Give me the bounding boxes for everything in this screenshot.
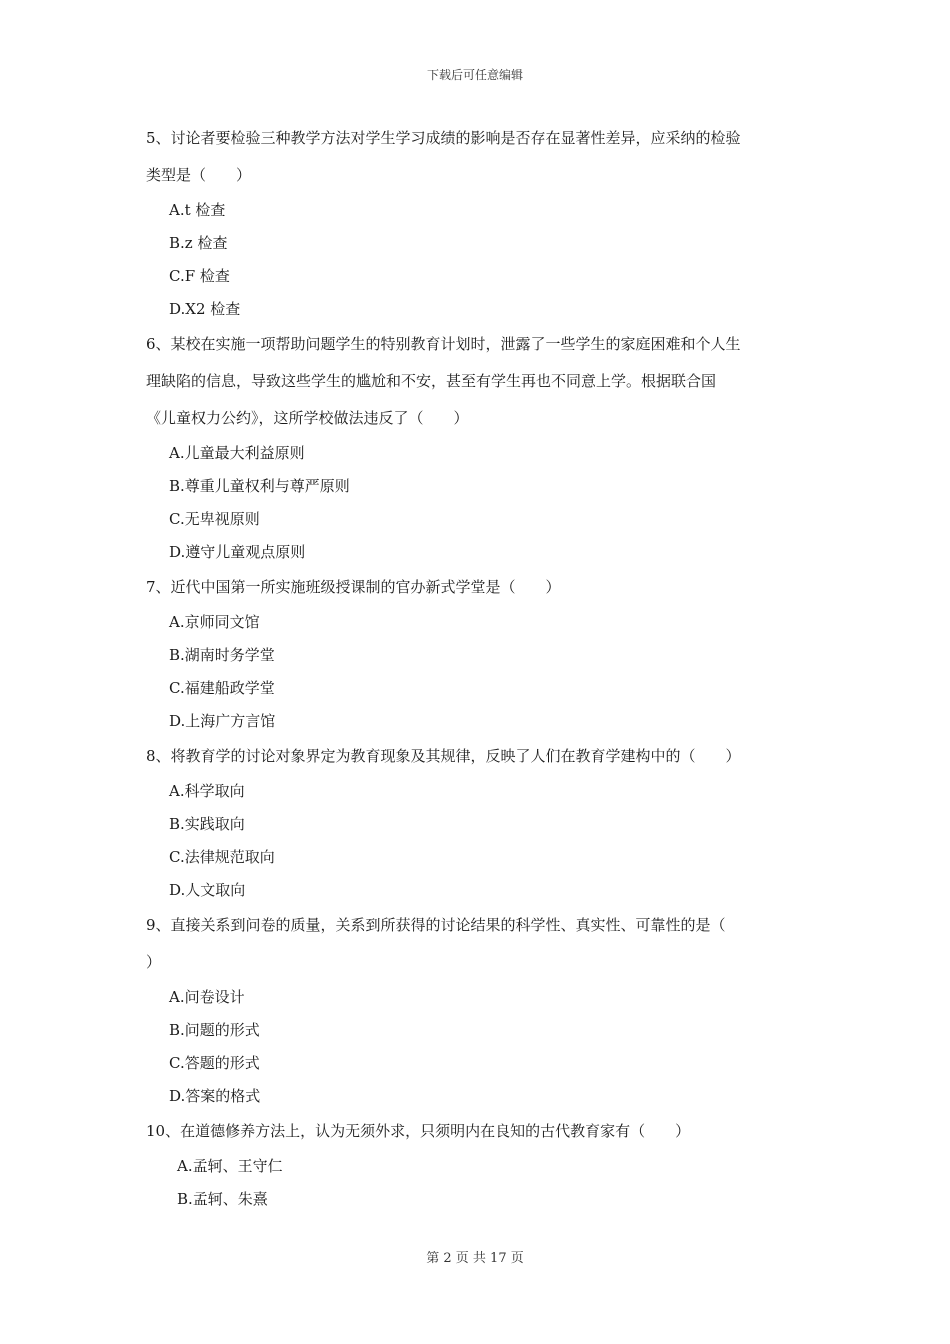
option-a: A.问卷设计 bbox=[169, 988, 245, 1006]
option-c: C.无卑视原则 bbox=[169, 510, 260, 528]
option-d: D.上海广方言馆 bbox=[169, 712, 276, 730]
page-header: 下载后可任意编辑 bbox=[426, 68, 523, 82]
question-stem-line: ） bbox=[146, 953, 162, 971]
option-d: D.答案的格式 bbox=[169, 1087, 261, 1105]
question-list bbox=[146, 120, 811, 1216]
option-b: B.尊重儿童权利与尊严原则 bbox=[169, 477, 350, 495]
option-b: B.z 检查 bbox=[169, 234, 228, 252]
option-b: B.问题的形式 bbox=[169, 1021, 260, 1039]
option-b: B.孟轲、朱熹 bbox=[177, 1190, 268, 1208]
option-a: A.t 检查 bbox=[169, 201, 226, 219]
question-stem-line: 10、在道德修养方法上，认为无须外求，只须明内在良知的古代教育家有（ ） bbox=[146, 1122, 691, 1140]
question-stem-line: 5、讨论者要检验三种教学方法对学生学习成绩的影响是否存在显著性差异，应采纳的检验 bbox=[146, 129, 741, 147]
question-stem-line: 类型是（ ） bbox=[146, 166, 252, 184]
option-a: A.京师同文馆 bbox=[169, 613, 260, 631]
option-a: A.科学取向 bbox=[169, 782, 245, 800]
question-7 bbox=[146, 569, 811, 738]
option-d: D.X2 检查 bbox=[169, 300, 241, 318]
option-a: A.孟轲、王守仁 bbox=[177, 1157, 283, 1175]
question-8 bbox=[146, 738, 811, 907]
question-stem-line: 9、直接关系到问卷的质量，关系到所获得的讨论结果的科学性、真实性、可靠性的是（ bbox=[146, 916, 726, 934]
option-a: A.儿童最大利益原则 bbox=[169, 444, 305, 462]
question-6 bbox=[146, 326, 811, 569]
question-5 bbox=[146, 120, 811, 326]
question-stem-line: 理缺陷的信息，导致这些学生的尴尬和不安，甚至有学生再也不同意上学。根据联合国 bbox=[146, 372, 717, 390]
question-9 bbox=[146, 907, 811, 1113]
question-10 bbox=[146, 1113, 811, 1216]
question-stem-line: 8、将教育学的讨论对象界定为教育现象及其规律，反映了人们在教育学建构中的（ ） bbox=[146, 747, 741, 765]
option-d: D.人文取向 bbox=[169, 881, 246, 899]
question-stem-line: 《儿童权力公约》，这所学校做法违反了（ ） bbox=[146, 409, 469, 427]
option-c: C.F 检查 bbox=[169, 267, 230, 285]
question-stem-line: 6、某校在实施一项帮助问题学生的特别教育计划时，泄露了一些学生的家庭困难和个人生 bbox=[146, 335, 741, 353]
option-c: C.福建船政学堂 bbox=[169, 679, 275, 697]
page-footer: 第 2 页 共 17 页 bbox=[426, 1251, 524, 1266]
option-c: C.法律规范取向 bbox=[169, 848, 275, 866]
question-stem-line: 7、近代中国第一所实施班级授课制的官办新式学堂是（ ） bbox=[146, 578, 561, 596]
option-d: D.遵守儿童观点原则 bbox=[169, 543, 306, 561]
option-b: B.实践取向 bbox=[169, 815, 245, 833]
option-b: B.湖南时务学堂 bbox=[169, 646, 275, 664]
option-c: C.答题的形式 bbox=[169, 1054, 260, 1072]
